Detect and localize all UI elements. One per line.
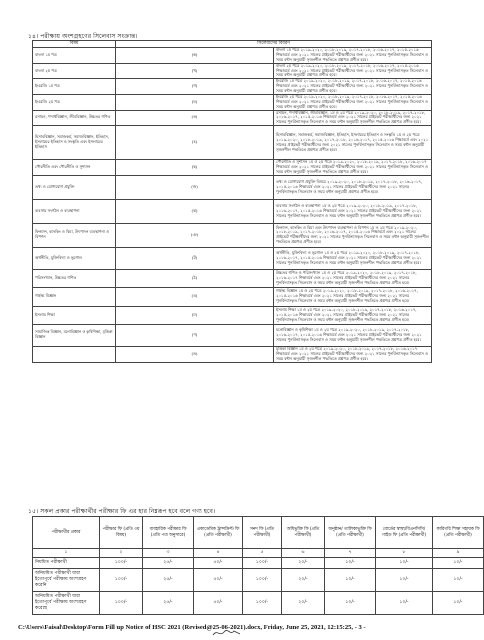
fee-amount: ১০/- xyxy=(376,558,433,569)
syllabus-description: ইংরেজি ১ম পত্রে ২০১৯-২০২০, ২০১৮-২০১৯, ২০১৭-২০১৮, ২০১৬-২০১৭, ২০১৫-২০১৬ শিক্ষাবর্ষে এবং ২০২১ সালের প্রাইভেট পরীক্ষার্থীদের জন্য ২০২১ সালের পুনর্বিন্যাসকৃত সিলেবাস ও সময় বন্টন অনুযায়ী প্রশ্নপত্র প্রণীত হবে। xyxy=(274,79,432,95)
fee-examinee-type: অনিয়মিত পরীক্ষার্থী যারা ইতোপূর্বে পরীক্ষায় অংশগ্রহণ করেনি xyxy=(33,569,100,592)
syllabus-table xyxy=(32,40,432,363)
syllabus-index: (ঙ) xyxy=(116,110,274,126)
fee-column-header: অনুষ্ঠান/ তালিকাভুক্তি ফি (প্রতি পরীক্ষার্থী) xyxy=(325,517,376,549)
signature xyxy=(212,628,242,640)
syllabus-subject: পরিসংখ্যান, উচ্চতর গণিত xyxy=(33,269,116,287)
syllabus-description: বাংলা ২য় পত্রে ২০১৯-২০২০, ২০১৮-২০১৯, ২০১৭-২০১৮, ২০১৬-২০১৭, ২০১৫-২০১৬ শিক্ষাবর্ষে এবং ২০২১ সালের প্রাইভেট পরীক্ষার্থীদের জন্য ২০২১ সালের পুনর্বিন্যাসকৃত সিলেবাস ও সময় বন্টন অনুযায়ী প্রশ্নপত্র প্রণীত হবে। xyxy=(274,63,432,79)
syllabus-index: (ঝ) xyxy=(116,199,274,223)
fee-row xyxy=(33,558,484,569)
syllabus-row xyxy=(33,247,432,269)
fee-amount: ২৫/- xyxy=(143,592,194,615)
fee-column-number: ৭ xyxy=(325,549,376,558)
syllabus-subject: বাংলা ২য় পত্র xyxy=(33,63,116,79)
syllabus-index: (চ) xyxy=(116,126,274,160)
fee-amount: ১০/- xyxy=(376,569,433,592)
syllabus-row xyxy=(33,306,432,324)
syllabus-description: ইংরেজি ২য় পত্রে ২০১৯-২০২০, ২০১৮-২০১৯, ২০১৭-২০১৮, ২০১৬-২০১৭, ২০১৫-২০১৬ শিক্ষাবর্ষে এবং ২০২১ সালের প্রাইভেট পরীক্ষার্থীদের জন্য ২০২১ সালের পুনর্বিন্যাসকৃত সিলেবাস ও সময় বন্টন অনুযায়ী প্রশ্নপত্র প্রণীত হবে। xyxy=(274,94,432,110)
signature-scribble xyxy=(212,628,242,638)
fee-column-number: ৮ xyxy=(376,549,433,558)
fee-amount: ২০/- xyxy=(282,569,325,592)
syllabus-row xyxy=(33,110,432,126)
syllabus-index: (ত) xyxy=(116,346,274,362)
syllabus-subject: সামাজিক বিজ্ঞান, মনোবিজ্ঞান ও কৃষিশিক্ষা, মৃত্তিকা বিজ্ঞান xyxy=(33,324,116,346)
fee-column-header: একাডেমিক ট্রান্সক্রিপ্ট ফি (প্রতি পরীক্ষার্থী) xyxy=(194,517,243,549)
fee-examinee-type: অনিয়মিত পরীক্ষার্থী যারা ইতোপূর্বে পরীক্ষায় অংশগ্রহণ করেছে xyxy=(33,592,100,615)
fee-amount: ২৫/- xyxy=(143,569,194,592)
syllabus-index: (জ) xyxy=(116,175,274,199)
syllabus-subject: ফিন্যান্স, ব্যাংকিং ও বিমা, উৎপাদন ব্যবস্থাপনা ও বিপণন xyxy=(33,223,116,247)
fee-column-number: ৬ xyxy=(282,549,325,558)
syllabus-description: রসায়ন, পদার্থবিজ্ঞান, জীববিজ্ঞান, ১ম ও ২য় পত্রে ২০১৯-২০২০, ২০১৮-২০১৯, ২০১৭-২০১৮, ২০১৬-২০১৭, ২০১৫-২০১৬ শিক্ষাবর্ষে এবং ২০২১ সালের প্রাইভেট পরীক্ষার্থীদের জন্য ২০২১ সালের পুনর্বিন্যাসকৃত সিলেবাস ও সময় বন্টন অনুযায়ী সৃজনশীল পদ্ধতিতে প্রশ্নপত্র প্রণীত হবে। xyxy=(274,110,432,126)
syllabus-index: (ঠ) xyxy=(116,269,274,287)
fee-column-header: পরীক্ষার্থীর প্রকার xyxy=(33,517,100,549)
fee-amount: ২৫/- xyxy=(143,558,194,569)
syllabus-description: উচ্চতর গণিত ও পরিসংখ্যান ১ম ও ২য় পত্রে ২০১৯-২০২০, ২০১৮-২০১৯, ২০১৭-২০১৮, ২০১৬-২০১৭ শিক্ষাবর্ষে এবং ২০২১ সালের প্রাইভেট পরীক্ষার্থীদের জন্য ২০২১ সালের পুনর্বিন্যাসকৃত সিলেবাস ও সময় বন্টন অনুযায়ী সৃজনশীল পদ্ধতিতে প্রশ্নপত্র প্রণীত হবে। xyxy=(274,269,432,287)
fee-amount: ১০/- xyxy=(376,592,433,615)
syllabus-row xyxy=(33,160,432,176)
syllabus-index: (ঞ) xyxy=(116,223,274,247)
fee-amount: ১০০/- xyxy=(100,592,143,615)
syllabus-row xyxy=(33,79,432,95)
fee-amount: ১০০/- xyxy=(243,569,282,592)
syllabus-row xyxy=(33,324,432,346)
fee-column-header: ব্যবহারিক পরীক্ষার ফি (প্রতি পত্র অনুসারে) xyxy=(143,517,194,549)
syllabus-subject: ইসলাম শিক্ষা xyxy=(33,306,116,324)
syllabus-index: (ছ) xyxy=(116,160,274,176)
fee-amount: ৫০/- xyxy=(194,592,243,615)
syllabus-description: ফিন্যান্স, ব্যাংকিং ও বিমা এবং উৎপাদন ব্যবস্থাপনা ও বিপণন ১ম ও ২য় পত্রে ২০১৯-২০২০, ২০১৮-২০১৯, ২০১৭-২০১৮, ২০১৬-২০১৭, ২০১৫-২০১৬ শিক্ষাবর্ষে এবং ২০২১ সালের প্রাইভেট পরীক্ষার্থীদের জন্য ২০২১ সালের পুনর্বিন্যাসকৃত সিলেবাস ও সময় বন্টন অনুযায়ী সৃজনশীল পদ্ধতিতে প্রশ্নপত্র প্রণীত হবে। xyxy=(274,223,432,247)
fee-column-number: ৩ xyxy=(143,549,194,558)
fee-column-header: পরীক্ষার ফি (প্রতি ৩য় বিষয়) xyxy=(100,517,143,549)
syllabus-row xyxy=(33,269,432,287)
syllabus-row xyxy=(33,223,432,247)
fee-amount: ১০০/- xyxy=(243,592,282,615)
syllabus-subject: রসায়ন, পদার্থবিজ্ঞান, জীববিজ্ঞান, উচ্চতর গণিত xyxy=(33,110,116,126)
syllabus-subject: ইংরেজি ১ম পত্র xyxy=(33,79,116,95)
syllabus-description: গার্হস্থ্য বিজ্ঞান ১ম ও ২য় পত্রে ২০১৯-২০২০, ২০১৮-২০১৯, ২০১৭-২০১৮, ২০১৬-২০১৭, ২০১৫-২০১৬ শিক্ষাবর্ষে এবং ২০২১ সালের প্রাইভেট পরীক্ষার্থীদের জন্য ২০২১ সালের পুনর্বিন্যাসকৃত সিলেবাস ও সময় বন্টন অনুযায়ী সৃজনশীল পদ্ধতিতে প্রশ্নপত্র প্রণীত হবে। xyxy=(274,287,432,306)
fee-amount: ১০০/- xyxy=(243,558,282,569)
fee-column-header: সনদ ফি (প্রতি পরীক্ষার্থী) xyxy=(243,517,282,549)
syllabus-subject: বাংলা ১ম পত্র xyxy=(33,48,116,64)
fee-column-header: কারিগরি শিক্ষা সহায়ক ফি (প্রতি পরীক্ষার্থী) xyxy=(433,517,484,549)
syllabus-subject: পৌরনীতি এবং পৌরনীতি ও সুশাসন xyxy=(33,160,116,176)
syllabus-index: (ড) xyxy=(116,287,274,306)
syllabus-subject: ব্যবসায় সংগঠন ও ব্যবস্থাপনা xyxy=(33,199,116,223)
syllabus-subject xyxy=(33,346,116,362)
fee-column-number: ৪ xyxy=(194,549,243,558)
fee-amount: ১০/- xyxy=(325,592,376,615)
syllabus-subject: ইংরেজি ২য় পত্র xyxy=(33,94,116,110)
syllabus-index: (খ) xyxy=(116,63,274,79)
fee-amount: ৫০/- xyxy=(194,558,243,569)
syllabus-row xyxy=(33,287,432,306)
syllabus-description-header: সিলেবাসের বিবরণ xyxy=(116,41,432,48)
section-15-heading: ১৫। সকল প্রকার পরীক্ষার্থীর পরীক্ষার ফি এর হার নিম্নরূপ হবে বলে গণ্য হবে। xyxy=(28,508,216,515)
syllabus-row xyxy=(33,199,432,223)
syllabus-index: (ঢ) xyxy=(116,306,274,324)
syllabus-row xyxy=(33,94,432,110)
section-14-heading: ১৪। পরীক্ষায় অংশগ্রহণের সিলেবাস সংক্রান্ত। xyxy=(28,33,138,40)
fee-column-header: অধিভুক্তি ফি (প্রতি পরীক্ষার্থী) xyxy=(282,517,325,549)
fee-row xyxy=(33,569,484,592)
fee-amount: ১০/- xyxy=(433,558,484,569)
syllabus-description: হিসাববিজ্ঞান, সমাজকর্ম, সমাজবিজ্ঞান, ইতিহাস, ইসলামের ইতিহাস ও সংস্কৃতি ১ম ও ২য় পত্রে ২০১৯-২০২০, ২০১৮-২০১৯, ২০১৭-২০১৮, ২০১৬-২০১৭, ২০১৫-২০১৬ শিক্ষাবর্ষে এবং ২০২১ সালের প্রাইভেট পরীক্ষার্থীদের জন্য ২০২১ সালের পুনর্বিন্যাসকৃত সিলেবাস ও সময় বন্টন অনুযায়ী সৃজনশীল পদ্ধতিতে প্রশ্নপত্র প্রণীত হবে। xyxy=(274,126,432,160)
syllabus-index: (ট) xyxy=(116,247,274,269)
syllabus-row xyxy=(33,126,432,160)
fee-amount: ৫০/- xyxy=(194,569,243,592)
fee-examinee-type: নিয়মিত পরীক্ষার্থী xyxy=(33,558,100,569)
syllabus-subject: হিসাববিজ্ঞান, সমাজকর্ম, সমাজবিজ্ঞান, ইতিহাস, ইসলামের ইতিহাস ও সংস্কৃতি এবং ইসলামের ইতিহাস xyxy=(33,126,116,160)
syllabus-description: মৃত্তিকা বিজ্ঞান ১ম ও ২য় পত্রে ২০১৯-২০২০, ২০১৮-২০১৯, ২০১৭-২০১৮, ২০১৬-২০১৭ শিক্ষাবর্ষে এবং ২০২১ সালের প্রাইভেট পরীক্ষার্থীদের জন্য ২০২১ সালের পুনর্বিন্যাসকৃত সিলেবাস ও সময় বন্টন অনুযায়ী সৃজনশীল পদ্ধতিতে প্রশ্নপত্র প্রণীত হবে। xyxy=(274,346,432,362)
fee-amount: ১০/- xyxy=(433,569,484,592)
fee-table xyxy=(32,516,484,615)
fee-column-number: ১ xyxy=(33,549,100,558)
syllabus-description: ব্যবসায় সংগঠন ও ব্যবস্থাপনা ১ম ও ২য় পত্রে ২০১৯-২০২০, ২০১৮-২০১৯, ২০১৭-২০১৮, ২০১৬-২০১৭, ২০১৫-২০১৬ শিক্ষাবর্ষে এবং ২০২১ সালের প্রাইভেট পরীক্ষার্থীদের জন্য ২০২১ সালের পুনর্বিন্যাসকৃত সিলেবাস ও সময় বন্টন অনুযায়ী সৃজনশীল পদ্ধতিতে প্রশ্নপত্র প্রণীত হবে। xyxy=(274,199,432,223)
fee-amount: ২০/- xyxy=(282,592,325,615)
syllabus-description: মনোবিজ্ঞান ও কৃষিশিক্ষা ১ম ও ২য় পত্রে ২০১৯-২০২০, ২০১৮-২০১৯, ২০১৭-২০১৮, ২০১৬-২০১৭, ২০১৫-২০১৬ শিক্ষাবর্ষে এবং ২০২১ সালের প্রাইভেট পরীক্ষার্থীদের জন্য ২০২১ সালের পুনর্বিন্যাসকৃত সিলেবাস ও সময় বন্টন অনুযায়ী সৃজনশীল পদ্ধতিতে প্রশ্নপত্র প্রণীত হবে। xyxy=(274,324,432,346)
syllabus-subject: গার্হস্থ্য বিজ্ঞান xyxy=(33,287,116,306)
syllabus-index: (গ) xyxy=(116,79,274,95)
syllabus-description: অর্থনীতি, যুক্তিবিদ্যা ও ভূগোল ১ম ও ২য় পত্রে ২০১৯-২০২০, ২০১৮-২০১৯, ২০১৭-২০১৮, ২০১৬-২০১৭, ২০১৫-২০১৬ শিক্ষাবর্ষে এবং ২০২১ সালের প্রাইভেট পরীক্ষার্থীদের জন্য ২০২১ সালের পুনর্বিন্যাসকৃত সিলেবাস ও সময় বন্টন অনুযায়ী সৃজনশীল পদ্ধতিতে প্রশ্নপত্র প্রণীত হবে। xyxy=(274,247,432,269)
syllabus-description: ইসলাম শিক্ষা ১ম ও ২য় পত্রে ২০১৯-২০২০, ২০১৮-২০১৯, ২০১৭-২০১৮, ২০১৬-২০১৭, ২০১৫-২০১৬ শিক্ষাবর্ষে এবং ২০২১ সালের প্রাইভেট পরীক্ষার্থীদের জন্য ২০২১ সালের পুনর্বিন্যাসকৃত সিলেবাস ও সময় বন্টন অনুযায়ী সৃজনশীল পদ্ধতিতে প্রশ্নপত্র প্রণীত হবে। xyxy=(274,306,432,324)
syllabus-index: (ঘ) xyxy=(116,94,274,110)
syllabus-subject-header: বিষয় xyxy=(33,41,116,48)
fee-amount: ১০০/- xyxy=(100,569,143,592)
fee-row xyxy=(33,592,484,615)
fee-amount: ২০/- xyxy=(282,558,325,569)
fee-amount: ১০/- xyxy=(325,558,376,569)
fee-column-number: ৫ xyxy=(243,549,282,558)
syllabus-description: তথ্য ও যোগাযোগ প্রযুক্তি বিষয়ে ২০১৯-২০২০, ২০১৮-২০১৯, ২০১৭-২০১৮, ২০১৬-২০১৭, ২০১৫-২০১৬ শিক্ষাবর্ষে এবং ২০২১ সালের প্রাইভেট পরীক্ষার্থীদের জন্য ২০২১ সালের পুনর্বিন্যাসকৃত সিলেবাস ও সময় বন্টন অনুযায়ী প্রশ্নপত্র প্রণীত হবে। xyxy=(274,175,432,199)
syllabus-description: পৌরনীতি ও সুশাসন ১ম ও ২য় পত্রে ২০১৯-২০২০, ২০১৮-২০১৯, ২০১৭-২০১৮, ২০১৬-২০১৭ শিক্ষাবর্ষে এবং ২০২১ সালের প্রাইভেট পরীক্ষার্থীদের জন্য ২০২১ সালের পুনর্বিন্যাসকৃত সিলেবাস ও সময় বন্টন অনুযায়ী সৃজনশীল পদ্ধতিতে প্রশ্নপত্র প্রণীত হবে। xyxy=(274,160,432,176)
file-path-footer: C:\Users\Faisal\Desktop\Form Fill up Notice of HSC 2021 (Revised@25-06-2021).docx, Friday, June 25, 2021, 12:15:25, - 3 - xyxy=(18,624,366,631)
syllabus-subject: তথ্য ও যোগাযোগ প্রযুক্তি xyxy=(33,175,116,199)
fee-column-header: বোর্ডের স্বাস্থ্য/বিএনসিসি/ গাইড ফি (প্রতি পরীক্ষার্থী) xyxy=(376,517,433,549)
fee-amount: ১০/- xyxy=(433,592,484,615)
syllabus-row xyxy=(33,48,432,64)
syllabus-row xyxy=(33,346,432,362)
fee-column-number: ২ xyxy=(100,549,143,558)
syllabus-index: (ক) xyxy=(116,48,274,64)
syllabus-subject: অর্থনীতি, যুক্তিবিদ্যা ও ভূগোল xyxy=(33,247,116,269)
fee-amount: ১০০/- xyxy=(100,558,143,569)
syllabus-description: বাংলা ১ম পত্রে ২০১৯-২০২০, ২০১৮-২০১৯, ২০১৭-২০১৮, ২০১৬-২০১৭, ২০১৫-২০১৬ শিক্ষাবর্ষে এবং ২০২১ সালের প্রাইভেট পরীক্ষার্থীদের জন্য ২০২১ সালের পুনর্বিন্যাসকৃত সিলেবাস ও সময় বন্টন অনুযায়ী সৃজনশীল পদ্ধতিতে প্রশ্নপত্র প্রণীত হবে। xyxy=(274,48,432,64)
fee-column-number: ৯ xyxy=(433,549,484,558)
syllabus-index: (ণ) xyxy=(116,324,274,346)
syllabus-row xyxy=(33,175,432,199)
fee-amount: ১০/- xyxy=(325,569,376,592)
syllabus-row xyxy=(33,63,432,79)
